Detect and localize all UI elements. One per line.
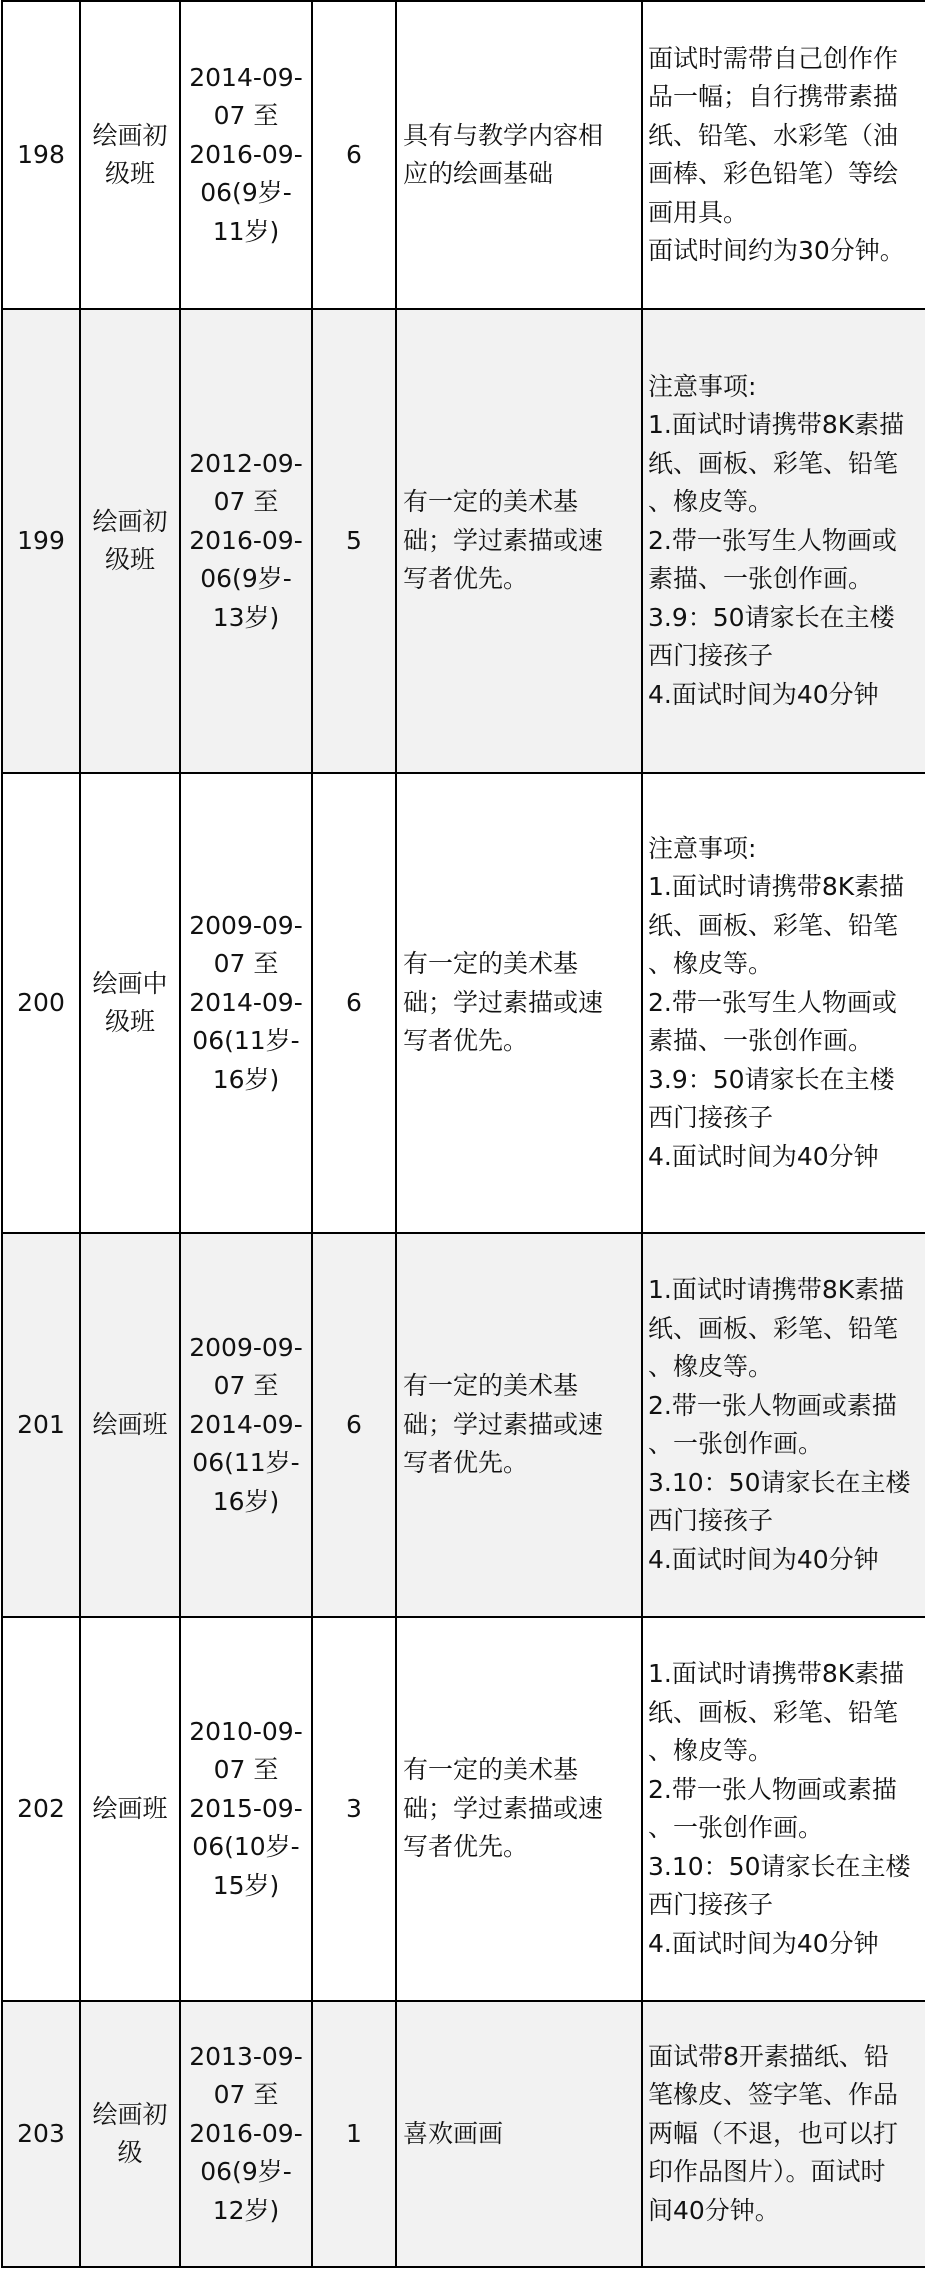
age-range-cell-line: 2014-09- — [189, 987, 303, 1017]
requirement-cell-line: 有一定的美术基 — [403, 487, 579, 517]
notes-cell-line: 画棒、彩色铅笔）等绘 — [648, 159, 899, 188]
table-row — [2, 2001, 925, 2267]
notes-cell-line: 纸、画板、彩笔、铅笔 — [648, 1313, 899, 1343]
notes-cell-line: 、橡皮等。 — [648, 1736, 774, 1765]
age-range-cell — [180, 309, 312, 773]
age-range-cell-line: 07 至 — [213, 487, 279, 517]
age-range-cell — [180, 2001, 312, 2267]
notes-cell-line: 西门接孩子 — [648, 1103, 774, 1133]
class-name-cell — [80, 1, 180, 309]
notes-cell — [642, 309, 925, 773]
age-range-cell-line: 07 至 — [213, 2080, 279, 2110]
age-range-cell — [180, 773, 312, 1233]
requirement-cell-line: 写者优先。 — [403, 1026, 529, 1056]
course-id-cell: 200 — [2, 773, 80, 1233]
notes-cell-line: 2.带一张人物画或素描 — [648, 1390, 897, 1420]
age-range-cell-line: 2016-09- — [189, 2118, 303, 2148]
age-range-cell-line: 06(9岁- — [200, 2157, 292, 2187]
enroll-count-cell: 5 — [312, 309, 396, 773]
age-range-cell-line: 2014-09- — [189, 62, 303, 92]
age-range-cell-line: 07 至 — [213, 101, 279, 131]
class-name-cell-line: 级班 — [104, 545, 155, 574]
notes-cell — [642, 2001, 925, 2267]
class-name-cell — [80, 1233, 180, 1617]
course-table — [1, 0, 925, 2268]
notes-cell-line: 间40分钟。 — [648, 2195, 780, 2225]
requirement-cell-line: 喜欢画画 — [403, 2118, 504, 2148]
notes-cell-line: 4.面试时间为40分钟 — [648, 1544, 879, 1574]
class-name-cell — [80, 1617, 180, 2001]
notes-cell — [642, 1617, 925, 2001]
notes-cell-line: 西门接孩子 — [648, 1506, 774, 1535]
enroll-count-cell: 6 — [312, 1, 396, 309]
course-id-cell: 199 — [2, 309, 80, 773]
notes-cell-line: 纸、画板、彩笔、铅笔 — [648, 1697, 899, 1727]
class-name-cell-line: 绘画初 — [92, 120, 168, 150]
notes-cell-line: 注意事项: — [648, 833, 757, 863]
class-name-cell-line: 绘画初 — [92, 506, 168, 536]
notes-cell-line: 素描、一张创作画。 — [648, 564, 874, 594]
age-range-cell — [180, 1233, 312, 1617]
notes-cell-line: 2.带一张写生人物画或 — [648, 525, 897, 555]
notes-cell-line: 笔橡皮、签字笔、作品 — [648, 2080, 899, 2110]
notes-cell-line: 1.面试时请携带8K素描 — [648, 1659, 905, 1688]
age-range-cell-line: 2015-09- — [189, 1793, 303, 1823]
notes-cell-line: 、橡皮等。 — [648, 1352, 774, 1381]
notes-cell-line: 4.面试时间为40分钟 — [648, 679, 879, 709]
age-range-cell-line: 12岁) — [212, 2195, 280, 2225]
age-range-cell-line: 07 至 — [213, 1755, 279, 1785]
notes-cell-line: 面试带8开素描纸、铅 — [648, 2041, 889, 2071]
notes-cell-line: 西门接孩子 — [648, 641, 774, 671]
class-name-cell-line: 级班 — [104, 1007, 155, 1036]
class-name-cell-line: 级 — [117, 2138, 143, 2167]
notes-cell-line: 两幅（不退，也可以打 — [648, 2118, 899, 2148]
age-range-cell-line: 13岁) — [212, 602, 280, 632]
notes-cell-line: 4.面试时间为40分钟 — [648, 1928, 879, 1958]
notes-cell-line: 4.面试时间为40分钟 — [648, 1141, 879, 1171]
requirement-cell — [396, 773, 642, 1233]
requirement-cell-line: 写者优先。 — [403, 564, 529, 594]
age-range-cell-line: 2016-09- — [189, 139, 303, 169]
course-id-cell: 198 — [2, 1, 80, 309]
age-range-cell-line: 2010-09- — [189, 1716, 303, 1746]
notes-cell-line: 、一张创作画。 — [648, 1813, 824, 1842]
table-row — [2, 1617, 925, 2001]
notes-cell-line: 注意事项: — [648, 371, 757, 401]
age-range-cell-line: 06(9岁- — [200, 178, 292, 208]
course-id-cell: 203 — [2, 2001, 80, 2267]
age-range-cell-line: 2013-09- — [189, 2041, 303, 2071]
class-name-cell-line: 绘画中 — [92, 968, 168, 998]
age-range-cell-line: 16岁) — [212, 1486, 280, 1516]
class-name-cell — [80, 2001, 180, 2267]
notes-cell-line: 画用具。 — [648, 197, 749, 227]
class-name-cell-line: 绘画初 — [92, 2099, 168, 2129]
notes-cell — [642, 773, 925, 1233]
notes-cell — [642, 1233, 925, 1617]
age-range-cell-line: 06(11岁- — [192, 1026, 300, 1056]
notes-cell-line: 面试时需带自己创作作 — [648, 43, 899, 73]
age-range-cell-line: 2014-09- — [189, 1409, 303, 1439]
requirement-cell — [396, 1617, 642, 2001]
requirement-cell-line: 础；学过素描或速 — [403, 987, 604, 1017]
requirement-cell-line: 写者优先。 — [403, 1832, 529, 1862]
notes-cell-line: 印作品图片）。面试时 — [648, 2157, 886, 2187]
notes-cell-line: 1.面试时请携带8K素描 — [648, 872, 905, 902]
notes-cell-line: 3.10：50请家长在主楼 — [648, 1467, 911, 1497]
notes-cell-line: 、橡皮等。 — [648, 949, 774, 979]
course-id-cell: 202 — [2, 1617, 80, 2001]
age-range-cell-line: 06(9岁- — [200, 564, 292, 594]
requirement-cell-line: 有一定的美术基 — [403, 1371, 579, 1401]
notes-cell-line: 2.带一张人物画或素描 — [648, 1774, 897, 1804]
requirement-cell-line: 写者优先。 — [403, 1448, 529, 1478]
requirement-cell — [396, 1, 642, 309]
table-row — [2, 773, 925, 1233]
requirement-cell — [396, 1233, 642, 1617]
enroll-count-cell: 6 — [312, 773, 396, 1233]
table-row — [2, 1233, 925, 1617]
notes-cell-line: 、橡皮等。 — [648, 487, 774, 517]
notes-cell-line: 纸、画板、彩笔、铅笔 — [648, 448, 899, 478]
notes-cell-line: 1.面试时请携带8K素描 — [648, 1275, 905, 1304]
enroll-count-cell: 1 — [312, 2001, 396, 2267]
requirement-cell-line: 有一定的美术基 — [403, 1755, 579, 1785]
notes-cell-line: 纸、画板、彩笔、铅笔 — [648, 910, 899, 940]
class-name-cell-line: 绘画班 — [92, 1793, 168, 1823]
notes-cell-line: 品一幅；自行携带素描 — [648, 82, 899, 111]
table-row — [2, 309, 925, 773]
requirement-cell-line: 有一定的美术基 — [403, 949, 579, 979]
notes-cell-line: 、一张创作画。 — [648, 1429, 824, 1458]
age-range-cell-line: 2016-09- — [189, 525, 303, 555]
age-range-cell-line: 11岁) — [212, 216, 280, 246]
notes-cell-line: 素描、一张创作画。 — [648, 1026, 874, 1056]
age-range-cell — [180, 1, 312, 309]
requirement-cell — [396, 2001, 642, 2267]
notes-cell-line: 1.面试时请携带8K素描 — [648, 410, 905, 440]
requirement-cell-line: 础；学过素描或速 — [403, 525, 604, 555]
age-range-cell-line: 2009-09- — [189, 910, 303, 940]
class-name-cell — [80, 309, 180, 773]
notes-cell-line: 3.9：50请家长在主楼 — [648, 1064, 895, 1094]
notes-cell-line: 3.9：50请家长在主楼 — [648, 602, 895, 632]
enroll-count-cell: 6 — [312, 1233, 396, 1617]
enroll-count-cell: 3 — [312, 1617, 396, 2001]
age-range-cell-line: 07 至 — [213, 1371, 279, 1401]
age-range-cell-line: 07 至 — [213, 949, 279, 979]
course-id-cell: 201 — [2, 1233, 80, 1617]
class-name-cell — [80, 773, 180, 1233]
notes-cell-line: 纸、铅笔、水彩笔（油 — [648, 120, 899, 150]
notes-cell-line: 2.带一张写生人物画或 — [648, 987, 897, 1017]
age-range-cell-line: 16岁) — [212, 1064, 280, 1094]
age-range-cell-line: 15岁) — [212, 1870, 280, 1900]
age-range-cell — [180, 1617, 312, 2001]
requirement-cell-line: 础；学过素描或速 — [403, 1409, 604, 1439]
course-table-body — [2, 1, 925, 2267]
notes-cell-line: 面试时间约为30分钟。 — [648, 236, 905, 265]
notes-cell-line: 西门接孩子 — [648, 1890, 774, 1919]
age-range-cell-line: 2009-09- — [189, 1332, 303, 1362]
requirement-cell — [396, 309, 642, 773]
notes-cell — [642, 1, 925, 309]
requirement-cell-line: 础；学过素描或速 — [403, 1793, 604, 1823]
class-name-cell-line: 绘画班 — [92, 1409, 168, 1439]
table-row — [2, 1, 925, 309]
age-range-cell-line: 2012-09- — [189, 448, 303, 478]
requirement-cell-line: 应的绘画基础 — [403, 159, 554, 188]
notes-cell-line: 3.10：50请家长在主楼 — [648, 1851, 911, 1881]
requirement-cell-line: 具有与教学内容相 — [403, 120, 604, 150]
age-range-cell-line: 06(10岁- — [192, 1832, 300, 1862]
age-range-cell-line: 06(11岁- — [192, 1448, 300, 1478]
class-name-cell-line: 级班 — [104, 159, 155, 188]
